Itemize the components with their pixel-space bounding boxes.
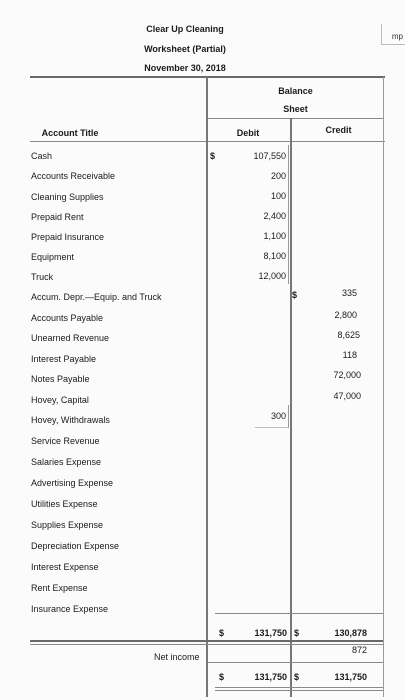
subtotal-rule-bottom: [30, 640, 383, 642]
account-title: Rent Expense: [31, 583, 88, 593]
account-title: Interest Payable: [31, 354, 97, 364]
account-title: Prepaid Rent: [31, 212, 84, 222]
account-title: Supplies Expense: [31, 520, 104, 530]
debit-amount: 200: [270, 171, 286, 181]
right-border: [383, 77, 384, 697]
total-debit-dollar: $: [219, 672, 225, 682]
corner-label: mp: [391, 32, 403, 41]
company-name: Clear Up Cleaning: [146, 24, 224, 34]
account-title: Notes Payable: [31, 374, 90, 384]
account-title: Utilities Expense: [31, 499, 98, 509]
account-title: Unearned Revenue: [31, 333, 110, 343]
net-income-credit: 872: [351, 645, 367, 655]
debit-amount: 100: [270, 191, 286, 201]
account-title: Accum. Depr.—Equip. and Truck: [31, 292, 162, 302]
debit-amount: 12,000: [258, 271, 286, 281]
total-credit-dollar: $: [294, 672, 300, 682]
subtotal-credit: 130,878: [334, 628, 367, 638]
total-double-rule-1: [215, 687, 383, 688]
account-title: Advertising Expense: [31, 478, 114, 488]
total-debit: 131,750: [254, 672, 287, 682]
credit-amount: 72,000: [333, 370, 361, 380]
credit-amount: 2,800: [334, 310, 357, 320]
col-head-account: Account Title: [41, 128, 99, 138]
col-head-debit: Debit: [236, 128, 260, 138]
credit-amount: 118: [342, 350, 357, 360]
account-title: Insurance Expense: [31, 604, 109, 614]
debit-amount: 2,400: [263, 211, 286, 221]
divider-account-debit: [206, 77, 208, 697]
total-double-rule-2: [215, 690, 383, 691]
debit-dollar-sign: $: [210, 151, 216, 161]
credit-amount: 8,625: [337, 330, 360, 340]
worksheet-date: November 30, 2018: [144, 63, 226, 73]
subtotal-debit: 131,750: [254, 628, 287, 638]
credit-amount: 335: [341, 288, 357, 298]
debit-amount: 107,550: [253, 151, 286, 161]
section-title-line1: Balance: [278, 86, 313, 96]
net-income-label: Net income: [154, 652, 200, 662]
account-title: Service Revenue: [31, 436, 100, 446]
divider-debit-credit: [290, 118, 292, 697]
section-title-line2: Sheet: [283, 104, 308, 114]
account-title: Prepaid Insurance: [31, 232, 105, 242]
total-credit: 131,750: [334, 672, 367, 682]
account-title: Depreciation Expense: [31, 541, 120, 551]
account-title: Accounts Payable: [31, 313, 104, 323]
account-title: Truck: [31, 272, 54, 282]
account-title: Hovey, Capital: [31, 395, 89, 405]
debit-amount: 1,100: [263, 231, 286, 241]
account-title: Equipment: [31, 252, 75, 262]
account-title: Hovey, Withdrawals: [31, 415, 110, 425]
account-title: Interest Expense: [31, 562, 99, 572]
account-title: Cleaning Supplies: [31, 192, 104, 202]
net-income-rule: [208, 662, 383, 663]
credit-amount: 47,000: [333, 391, 361, 401]
debit-amount: 300: [270, 411, 286, 421]
credit-dollar-sign: $: [292, 290, 298, 300]
section-rule: [208, 118, 383, 119]
subtotal-debit-dollar: $: [219, 628, 225, 638]
account-title: Salaries Expense: [31, 457, 102, 467]
account-title: Accounts Receivable: [31, 171, 116, 181]
col-head-credit: Credit: [325, 125, 352, 135]
debit-amount: 8,100: [263, 251, 286, 261]
account-title: Cash: [31, 151, 53, 161]
subtotal-credit-dollar: $: [294, 628, 300, 638]
subtotal-rule-top: [215, 613, 383, 614]
worksheet-title: Worksheet (Partial): [144, 44, 226, 54]
